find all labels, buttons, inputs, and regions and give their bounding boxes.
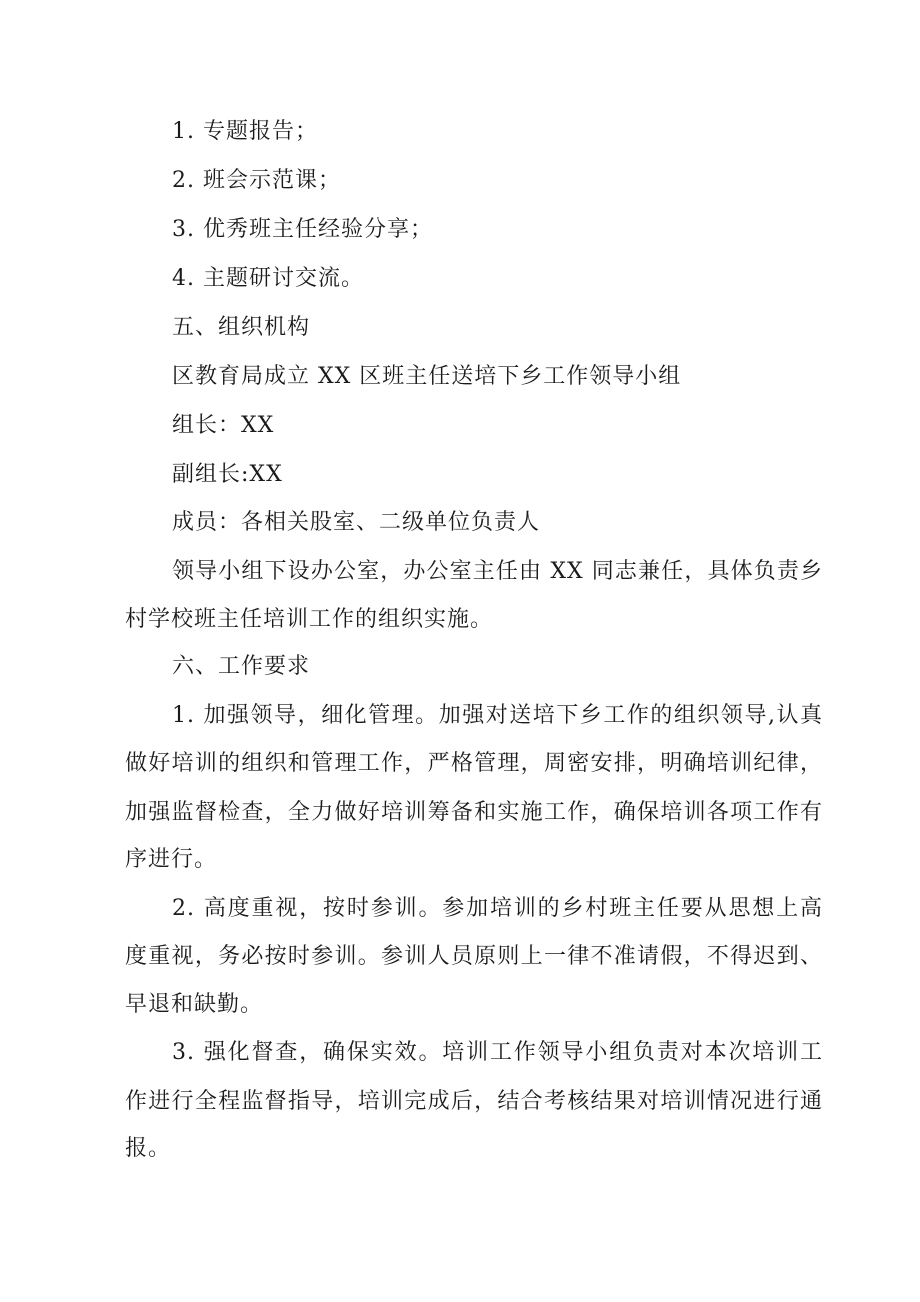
paragraph-line: 副组长:XX [172,462,283,487]
paragraph-line: 度重视，务必按时参训。参训人员原则上一律不准请假，不得迟到、 [125,944,823,969]
paragraph-line: 1. 加强领导，细化管理。加强对送培下乡工作的组织领导,认真 [172,703,823,728]
paragraph-line: 早退和缺勤。 [125,992,264,1017]
section-heading-5: 五、组织机构 [172,315,311,340]
list-item-1: 1. 专题报告； [172,119,318,144]
paragraph-line: 加强监督检查，全力做好培训筹备和实施工作，确保培训各项工作有 [125,800,823,825]
paragraph-line: 做好培训的组织和管理工作，严格管理，周密安排，明确培训纪律， [125,751,823,776]
list-item-4: 4. 主题研讨交流。 [172,266,364,291]
paragraph-line: 领导小组下设办公室，办公室主任由 XX 同志兼任，具体负责乡 [172,559,823,584]
paragraph-line: 3. 强化督查，确保实效。培训工作领导小组负责对本次培训工 [172,1040,823,1065]
paragraph-line: 组长：XX [172,413,275,438]
paragraph-line: 报。 [125,1136,172,1161]
section-heading-6: 六、工作要求 [172,654,311,679]
paragraph-line: 区教育局成立 XX 区班主任送培下乡工作领导小组 [172,364,682,389]
paragraph-line: 村学校班主任培训工作的组织实施。 [125,607,494,632]
list-item-2: 2. 班会示范课； [172,168,341,193]
paragraph-line: 成员：各相关股室、二级单位负责人 [172,510,541,535]
paragraph-line: 作进行全程监督指导，培训完成后，结合考核结果对培训情况进行通 [125,1089,823,1114]
paragraph-line: 2. 高度重视，按时参训。参加培训的乡村班主任要从思想上高 [172,896,823,921]
paragraph-line: 序进行。 [125,847,218,872]
list-item-3: 3. 优秀班主任经验分享； [172,217,433,242]
